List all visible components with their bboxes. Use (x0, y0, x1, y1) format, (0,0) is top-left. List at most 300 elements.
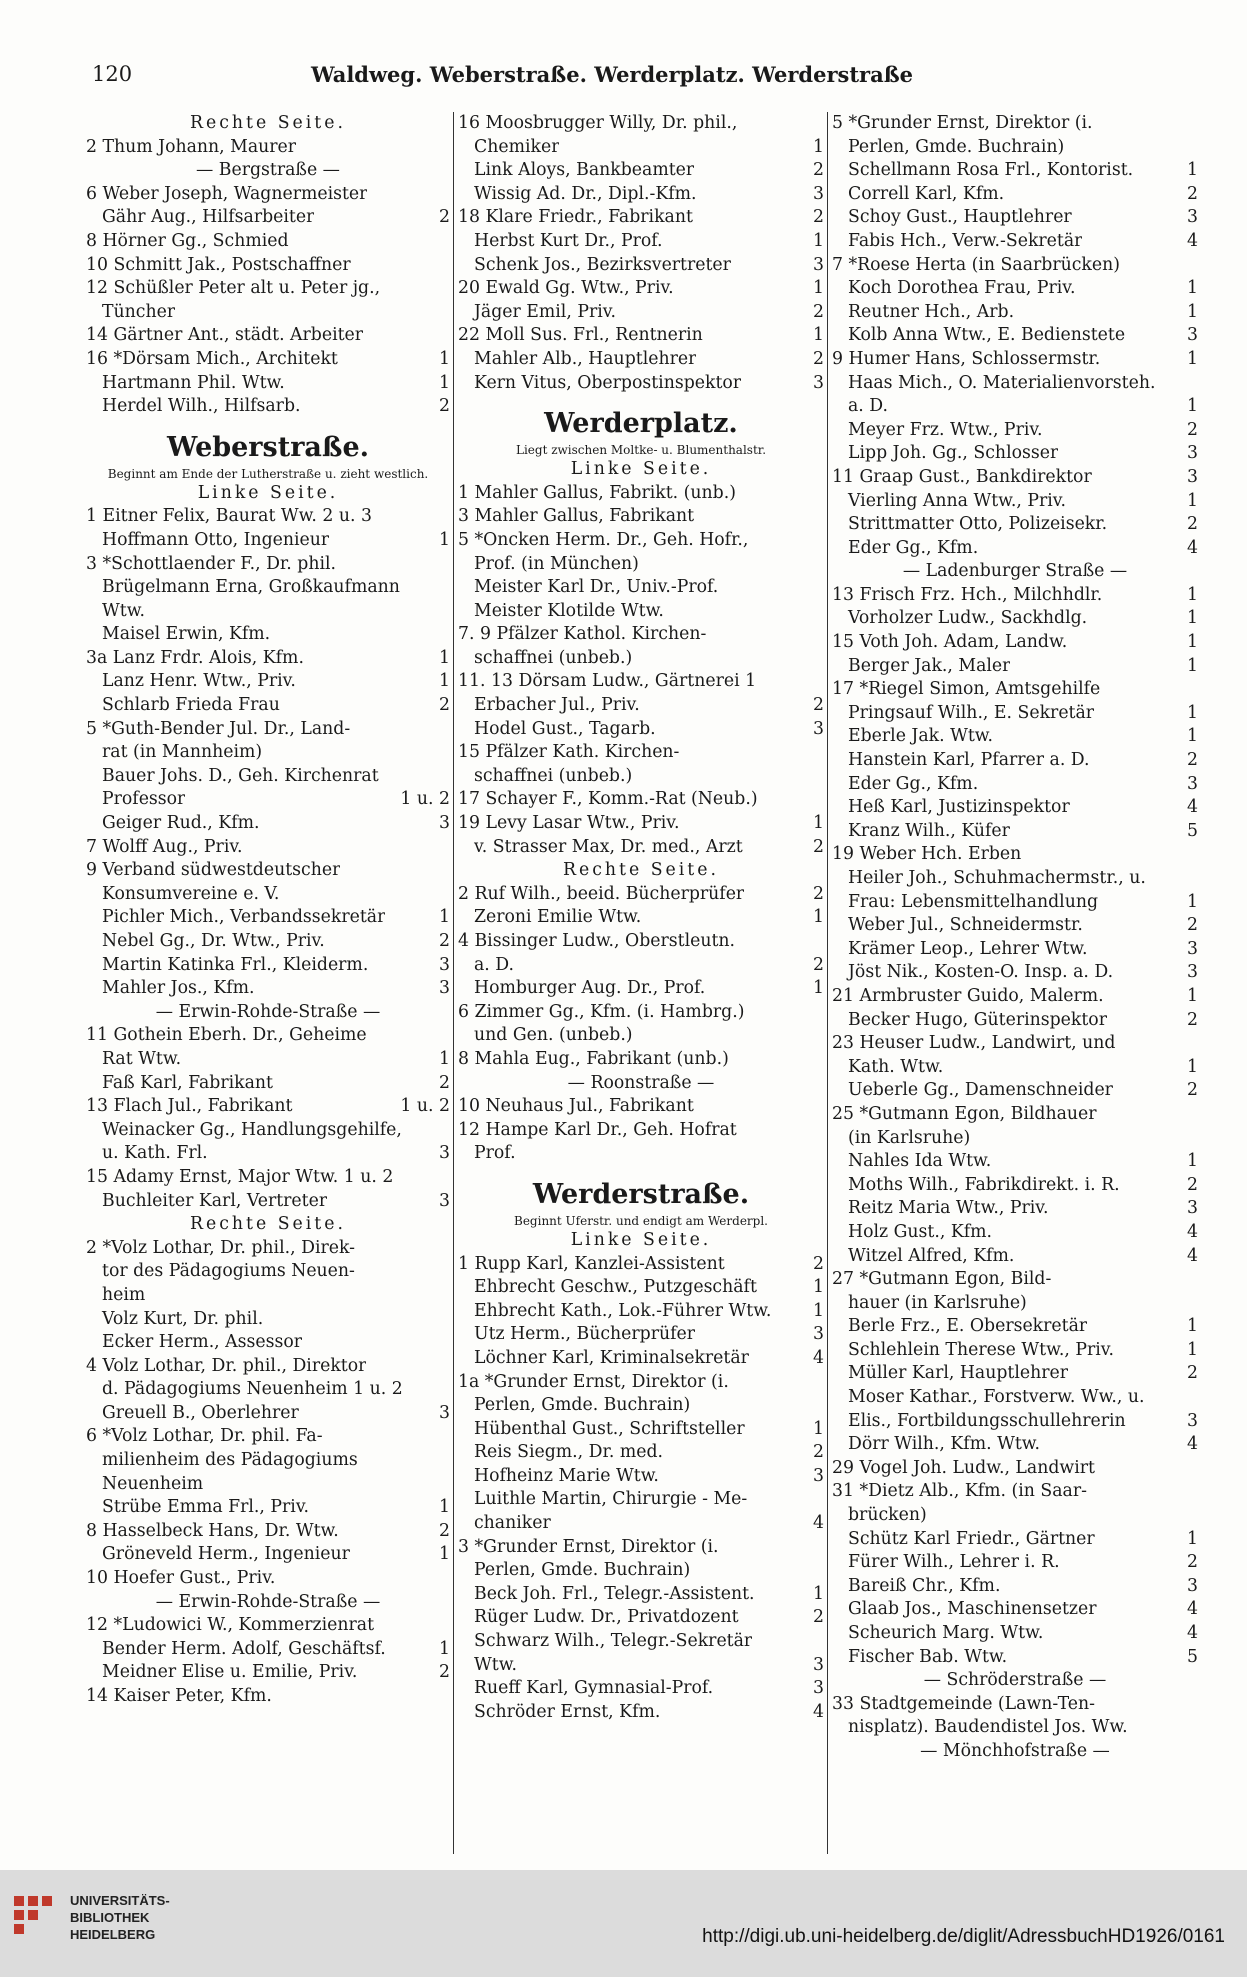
resident-entry (458, 1701, 824, 1725)
floor-number: 3 (1187, 1575, 1198, 1596)
floor-number: 2 (1187, 1363, 1198, 1384)
resident-entry (832, 1598, 1198, 1622)
resident-entry (86, 529, 450, 553)
entry-continuation (86, 1048, 450, 1072)
floor-number: 2 (1187, 750, 1198, 771)
column-divider (827, 112, 828, 1854)
entry-text: 4 Volz Lothar, Dr. phil., Direktor (86, 1355, 367, 1376)
entry-text: Nahles Ida Wtw. (848, 1151, 992, 1172)
house-entry (458, 741, 824, 765)
house-entry (458, 324, 824, 348)
entry-text: Eder Gg., Kfm. (848, 537, 979, 558)
column-right (832, 112, 1198, 1764)
entry-text: Berger Jak., Maler (848, 655, 1011, 676)
entry-text: 12 *Ludowici W., Kommerzienrat (86, 1615, 375, 1636)
floor-number: 1 (813, 325, 824, 346)
entry-text: Hanstein Karl, Pfarrer a. D. (848, 750, 1090, 771)
floor-number: 2 (813, 348, 824, 369)
resident-entry (86, 906, 450, 930)
entry-text: Krämer Leop., Lehrer Wtw. (848, 938, 1088, 959)
entry-text: Heiler Joh., Schuhmachermstr., u. (848, 868, 1146, 888)
entry-text: Herdel Wilh., Hilfsarb. (102, 396, 301, 417)
entry-text: Hübenthal Gust., Schriftsteller (474, 1418, 745, 1439)
entry-text: Ecker Herm., Assessor (102, 1332, 303, 1353)
entry-continuation (832, 1410, 1198, 1434)
resident-entry (458, 1606, 824, 1630)
floor-number: 3 (1187, 1410, 1198, 1431)
resident-entry (832, 206, 1198, 230)
resident-entry (832, 1646, 1198, 1670)
floor-number: 3 (439, 1143, 450, 1164)
entry-continuation (458, 647, 824, 671)
floor-number: 1 (1187, 1316, 1198, 1337)
entry-continuation (86, 883, 450, 907)
entry-text: Tüncher (102, 301, 176, 322)
floor-number: 4 (1187, 230, 1198, 251)
resident-entry (832, 938, 1198, 962)
floor-number: 1 (813, 1418, 824, 1439)
floor-number: 2 (813, 1442, 824, 1463)
resident-entry (458, 1276, 824, 1300)
floor-number: 4 (1187, 537, 1198, 558)
house-entry (832, 1103, 1198, 1127)
entry-continuation (832, 1716, 1198, 1740)
house-entry (458, 1001, 824, 1025)
resident-entry (832, 537, 1198, 561)
resident-entry (458, 718, 824, 742)
entry-text: Chemiker (474, 136, 560, 157)
entry-text: Eder Gg., Kfm. (848, 773, 979, 794)
library-name-line: HEIDELBERG (70, 1927, 156, 1942)
entry-text: Witzel Alfred, Kfm. (848, 1245, 1015, 1266)
side-heading: Linke Seite. (197, 482, 339, 503)
entry-text: u. Kath. Frl. (102, 1143, 208, 1164)
entry-text: Kranz Wilh., Küfer (848, 820, 1010, 841)
entry-text: Ueberle Gg., Damenschneider (848, 1080, 1113, 1101)
floor-number: 3 (1187, 962, 1198, 983)
entry-text: nisplatz). Baudendistel Jos. Ww. (848, 1717, 1128, 1738)
entry-text: Fischer Bab. Wtw. (848, 1646, 1008, 1667)
entry-text: Konsumvereine e. V. (102, 883, 280, 904)
entry-text: 7 Wolff Aug., Priv. (86, 836, 243, 857)
resident-entry (86, 977, 450, 1001)
floor-number: 1 u. 2 (400, 789, 450, 810)
page-header (92, 62, 1132, 94)
entry-text: Hartmann Phil. Wtw. (102, 372, 285, 393)
entry-text: Kolb Anna Wtw., E. Bedienstete (848, 325, 1126, 346)
house-entry (458, 206, 824, 230)
entry-text: Lanz Henr. Wtw., Priv. (102, 671, 296, 692)
cross-street-marker: — Bergstraße — (196, 160, 340, 181)
house-entry (86, 553, 450, 577)
floor-number: 2 (813, 883, 824, 904)
floor-number: 3 (439, 1402, 450, 1423)
resident-entry (832, 324, 1198, 348)
entry-continuation (458, 1024, 824, 1048)
floor-number: 1 (1187, 985, 1198, 1006)
house-entry (86, 230, 450, 254)
entry-text: Schwarz Wilh., Telegr.-Sekretär (474, 1631, 753, 1652)
floor-number: 1 (439, 671, 450, 692)
house-entry (86, 718, 450, 742)
entry-text: a. D. (848, 396, 889, 417)
resident-entry (86, 670, 450, 694)
resident-entry (832, 749, 1198, 773)
resident-entry (832, 1362, 1198, 1386)
resident-entry (832, 1433, 1198, 1457)
entry-continuation (458, 765, 824, 789)
column-left (86, 112, 450, 1709)
floor-number: 1 u. 2 (400, 1096, 450, 1117)
house-entry (86, 1520, 450, 1544)
entry-text: Wtw. (102, 600, 145, 621)
entry-text: Gähr Aug., Hilfsarbeiter (102, 207, 315, 228)
house-entry (86, 1685, 450, 1709)
floor-number: 1 (1187, 348, 1198, 369)
house-entry (832, 584, 1198, 608)
resident-entry (832, 867, 1198, 891)
entry-text: Weinacker Gg., Handlungsgehilfe, (102, 1119, 402, 1140)
resident-entry (832, 372, 1198, 396)
resident-entry (458, 1677, 824, 1701)
entry-continuation (832, 1292, 1198, 1316)
resident-entry (832, 1150, 1198, 1174)
house-entry (458, 1095, 824, 1119)
floor-number: 2 (439, 1662, 450, 1683)
floor-number: 1 (1187, 584, 1198, 605)
floor-number: 1 (813, 278, 824, 299)
house-entry (86, 1237, 450, 1261)
entry-text: 6 *Volz Lothar, Dr. phil. Fa- (86, 1426, 323, 1447)
entry-text: 27 *Gutmann Egon, Bild- (832, 1269, 1052, 1290)
cross-street-marker: — Erwin-Rohde-Straße — (155, 1591, 381, 1612)
floor-number: 1 (1187, 655, 1198, 676)
floor-number: 2 (813, 836, 824, 857)
entry-text: Professor (102, 789, 186, 810)
entry-text: Neuenheim (102, 1473, 204, 1494)
resident-entry (832, 183, 1198, 207)
library-name (70, 1892, 170, 1943)
house-entry (86, 348, 450, 372)
resident-entry (86, 1331, 450, 1355)
entry-text: Bender Herm. Adolf, Geschäftsf. (102, 1638, 386, 1659)
cross-street-marker: — Erwin-Rohde-Straße — (155, 1001, 381, 1022)
resident-entry (832, 1079, 1198, 1103)
entry-text: Faß Karl, Fabrikant (102, 1072, 273, 1093)
side-heading: Linke Seite. (570, 459, 712, 480)
resident-entry (832, 301, 1198, 325)
house-entry (458, 112, 824, 136)
entry-continuation (86, 301, 450, 325)
entry-text: 2 Ruf Wilh., beeid. Bücherprüfer (458, 883, 745, 904)
resident-entry (86, 623, 450, 647)
resident-entry (458, 1465, 824, 1489)
house-entry (458, 1048, 824, 1072)
entry-text: Berle Frz., E. Obersekretär (848, 1316, 1088, 1337)
entry-text: 16 Moosbrugger Willy, Dr. phil., (458, 113, 738, 133)
resident-entry (458, 977, 824, 1001)
floor-number: 2 (439, 1520, 450, 1541)
entry-text: 15 Adamy Ernst, Major Wtw. 1 u. 2 (86, 1166, 394, 1187)
floor-number: 1 (1187, 1056, 1198, 1077)
entry-text: 2 *Volz Lothar, Dr. phil., Direk- (86, 1237, 355, 1258)
entry-text: Nebel Gg., Dr. Wtw., Priv. (102, 931, 325, 951)
floor-number: 3 (813, 183, 824, 204)
entry-text: 2 Thum Johann, Maurer (86, 136, 297, 157)
resident-entry (86, 954, 450, 978)
floor-number: 1 (813, 813, 824, 834)
entry-text: Moser Kathar., Forstverw. Ww., u. (848, 1387, 1145, 1408)
floor-number: 1 (813, 978, 824, 999)
resident-entry (832, 773, 1198, 797)
entry-text: Gröneveld Herm., Ingenieur (102, 1544, 350, 1565)
entry-text: 10 Hoefer Gust., Priv. (86, 1568, 276, 1589)
floor-number: 1 (813, 907, 824, 928)
entry-text: Vierling Anna Wtw., Priv. (848, 490, 1067, 511)
entry-text: 11 Gothein Eberh. Dr., Geheime (86, 1025, 367, 1046)
entry-text: Correll Karl, Kfm. (848, 183, 1005, 204)
entry-text: 23 Heuser Ludw., Landwirt, und (832, 1033, 1116, 1054)
entry-text: 18 Klare Friedr., Fabrikant (458, 207, 693, 228)
entry-text: Greuell B., Oberlehrer (102, 1402, 299, 1423)
resident-entry (832, 513, 1198, 537)
entry-continuation (86, 788, 450, 812)
entry-text: 8 Hörner Gg., Schmied (86, 230, 289, 251)
entry-text: Bauer Johs. D., Geh. Kirchenrat (102, 765, 379, 786)
entry-text: Hofheinz Marie Wtw. (474, 1465, 659, 1486)
floor-number: 2 (1187, 1552, 1198, 1573)
resident-entry (86, 765, 450, 789)
house-entry (86, 1166, 450, 1190)
entry-text: 17 *Riegel Simon, Amtsgehilfe (832, 679, 1101, 700)
floor-number: 1 (1187, 1528, 1198, 1549)
entry-text: Vorholzer Ludw., Sackhdlg. (848, 608, 1088, 629)
entry-text: Reis Siegm., Dr. med. (474, 1442, 664, 1463)
floor-number: 1 (439, 1544, 450, 1565)
entry-text: 11. 13 Dörsam Ludw., Gärtnerei 1 (458, 671, 757, 692)
house-entry (458, 1119, 824, 1143)
entry-text: 1 Mahler Gallus, Fabrikt. (unb.) (458, 482, 736, 503)
entry-text: Rüger Ludw. Dr., Privatdozent (474, 1607, 739, 1628)
entry-text: Eberle Jak. Wtw. (848, 726, 994, 747)
entry-text: Glaab Jos., Maschinensetzer (848, 1599, 1097, 1620)
floor-number: 1 (813, 136, 824, 157)
entry-text: v. Strasser Max, Dr. med., Arzt (474, 836, 743, 857)
entry-text: 31 *Dietz Alb., Kfm. (in Saar- (832, 1481, 1087, 1502)
house-entry (832, 985, 1198, 1009)
entry-text: Link Aloys, Bankbeamter (474, 160, 695, 181)
entry-continuation (86, 1449, 450, 1473)
floor-number: 4 (1187, 1245, 1198, 1266)
resident-entry (86, 1402, 450, 1426)
floor-number: 3 (813, 718, 824, 739)
entry-text: 17 Schayer F., Komm.-Rat (Neub.) (458, 789, 758, 810)
resident-entry (86, 1661, 450, 1685)
resident-entry (86, 1638, 450, 1662)
entry-text: chaniker (474, 1513, 551, 1534)
side-heading: Rechte Seite. (190, 113, 346, 133)
entry-continuation (86, 600, 450, 624)
entry-text: a. D. (474, 954, 515, 975)
column-divider (453, 112, 454, 1854)
resident-entry (458, 1300, 824, 1324)
entry-text: Kath. Wtw. (848, 1056, 944, 1077)
entry-text: 11 Graap Gust., Bankdirektor (832, 466, 1092, 487)
resident-entry (458, 1630, 824, 1654)
entry-text: 6 Zimmer Gg., Kfm. (i. Hambrg.) (458, 1001, 745, 1022)
resident-entry (832, 1551, 1198, 1575)
entry-text: Luithle Martin, Chirurgie - Me- (474, 1489, 748, 1510)
floor-number: 1 (813, 1277, 824, 1298)
house-entry (458, 883, 824, 907)
house-entry (832, 348, 1198, 372)
entry-text: 19 Weber Hch. Erben (832, 844, 1022, 865)
floor-number: 1 (1187, 1339, 1198, 1360)
floor-number: 3 (813, 254, 824, 275)
resident-entry (832, 490, 1198, 514)
entry-text: 15 Voth Joh. Adam, Landw. (832, 632, 1068, 653)
entry-text: Maisel Erwin, Kfm. (102, 624, 271, 645)
house-entry (86, 836, 450, 860)
entry-text: 3 *Grunder Ernst, Direktor (i. (458, 1536, 719, 1557)
resident-entry (458, 183, 824, 207)
resident-entry (832, 1197, 1198, 1221)
floor-number: 2 (813, 160, 824, 181)
resident-entry (458, 301, 824, 325)
resident-entry (832, 419, 1198, 443)
entry-text: Ehbrecht Kath., Lok.-Führer Wtw. (474, 1300, 772, 1321)
entry-text: Mahler Jos., Kfm. (102, 978, 255, 999)
entry-text: Koch Dorothea Frau, Priv. (848, 278, 1076, 299)
entry-text: Becker Hugo, Güterinspektor (848, 1009, 1107, 1030)
floor-number: 3 (1187, 1198, 1198, 1219)
entry-text: Jöst Nik., Kosten-O. Insp. a. D. (848, 962, 1114, 983)
entry-continuation (832, 1504, 1198, 1528)
floor-number: 1 (439, 647, 450, 668)
entry-continuation (86, 1378, 450, 1402)
resident-entry (458, 1583, 824, 1607)
entry-text: Scheurich Marg. Wtw. (848, 1623, 1044, 1643)
resident-entry (832, 1528, 1198, 1552)
resident-entry (86, 1190, 450, 1214)
entry-text: Perlen, Gmde. Buchrain) (474, 1560, 691, 1581)
entry-text: rat (in Mannheim) (102, 742, 263, 763)
floor-number: 1 (1187, 608, 1198, 629)
entry-text: Hodel Gust., Tagarb. (474, 718, 656, 739)
resident-entry (86, 812, 450, 836)
library-name-line: BIBLIOTHEK (70, 1910, 150, 1925)
floor-number: 2 (439, 931, 450, 951)
entry-text: 3a Lanz Frdr. Alois, Kfm. (86, 647, 304, 668)
entry-text: Meidner Elise u. Emilie, Priv. (102, 1662, 358, 1683)
entry-text: Weber Jul., Schneidermstr. (848, 915, 1083, 936)
entry-text: milienheim des Pädagogiums (102, 1450, 358, 1471)
floor-number: 1 (1187, 160, 1198, 181)
resident-entry (86, 1543, 450, 1567)
resident-entry (86, 1072, 450, 1096)
floor-number: 4 (813, 1513, 824, 1534)
floor-number: 1 (1187, 301, 1198, 322)
entry-text: Fürer Wilh., Lehrer i. R. (848, 1552, 1060, 1573)
entry-text: brücken) (848, 1505, 927, 1526)
floor-number: 1 (1187, 1151, 1198, 1172)
floor-number: 2 (813, 207, 824, 228)
resident-entry (458, 906, 824, 930)
entry-text: 12 Schüßler Peter alt u. Peter jg., (86, 278, 381, 299)
footer-bar (0, 1870, 1247, 1977)
entry-text: Meister Karl Dr., Univ.-Prof. (474, 577, 719, 598)
floor-number: 2 (439, 396, 450, 417)
resident-entry (86, 694, 450, 718)
entry-text: Prof. (in München) (474, 553, 639, 574)
entry-text: Holz Gust., Kfm. (848, 1221, 993, 1242)
cross-street-marker: — Ladenburger Straße — (902, 561, 1128, 582)
resident-entry (832, 914, 1198, 938)
house-entry (832, 843, 1198, 867)
entry-text: 21 Armbruster Guido, Malerm. (832, 985, 1104, 1006)
house-entry (86, 254, 450, 278)
floor-number: 1 (813, 1583, 824, 1604)
entry-text: Wtw. (474, 1654, 517, 1675)
floor-number: 4 (1187, 1599, 1198, 1620)
entry-text: Martin Katinka Frl., Kleiderm. (102, 954, 369, 975)
house-entry (458, 670, 824, 694)
entry-text: Brügelmann Erna, Großkaufmann (102, 577, 400, 598)
resident-entry (86, 395, 450, 419)
entry-text: 1a *Grunder Ernst, Direktor (i. (458, 1371, 729, 1392)
house-entry (86, 1614, 450, 1638)
entry-continuation (458, 1512, 824, 1536)
entry-continuation (458, 1394, 824, 1418)
resident-entry (458, 230, 824, 254)
entry-text: Schröder Ernst, Kfm. (474, 1701, 661, 1722)
house-entry (86, 1024, 450, 1048)
house-entry (86, 183, 450, 207)
floor-number: 2 (1187, 915, 1198, 936)
entry-text: Frau: Lebensmittelhandlung (848, 891, 1099, 912)
side-heading: Rechte Seite. (563, 860, 719, 881)
entry-text: Schlarb Frieda Frau (102, 695, 280, 716)
house-entry (832, 466, 1198, 490)
entry-text: schaffnei (unbeb.) (474, 765, 633, 786)
resident-entry (832, 820, 1198, 844)
house-entry (86, 136, 450, 160)
entry-text: Rat Wtw. (102, 1048, 182, 1069)
entry-continuation (458, 553, 824, 577)
resident-entry (86, 372, 450, 396)
entry-text: und Gen. (unbeb.) (474, 1025, 633, 1046)
resident-entry (832, 1009, 1198, 1033)
entry-continuation (458, 1142, 824, 1166)
entry-text: Erbacher Jul., Priv. (474, 695, 640, 716)
house-entry (458, 529, 824, 553)
resident-entry (832, 1174, 1198, 1198)
entry-text: Zeroni Emilie Wtw. (474, 907, 642, 928)
entry-continuation (458, 1559, 824, 1583)
resident-entry (832, 655, 1198, 679)
resident-entry (86, 206, 450, 230)
floor-number: 2 (813, 301, 824, 322)
source-url-link[interactable]: http://digi.ub.uni-heidelberg.de/diglit/AdressbuchHD1926/0161 (702, 1926, 1225, 1947)
entry-text: 4 Bissinger Ludw., Oberstleutn. (458, 931, 736, 951)
floor-number: 2 (1187, 183, 1198, 204)
floor-number: 1 (1187, 726, 1198, 747)
entry-text: Strübe Emma Frl., Priv. (102, 1497, 310, 1518)
entry-text: Pichler Mich., Verbandssekretär (102, 907, 386, 928)
entry-text: Haas Mich., O. Materialienvorsteh. (848, 372, 1156, 393)
house-entry (458, 277, 824, 301)
entry-continuation (832, 891, 1198, 915)
